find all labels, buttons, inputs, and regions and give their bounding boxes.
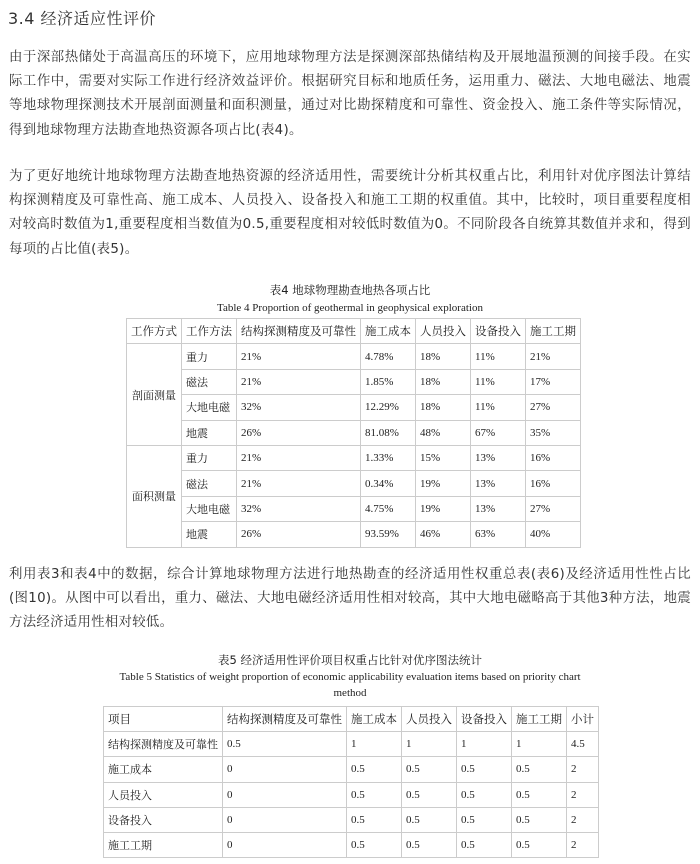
table-row xyxy=(127,420,581,445)
table5-item-cell: 施工成本 xyxy=(104,757,223,782)
table5-value-cell: 0.5 xyxy=(512,807,567,832)
table5-value-cell: 2 xyxy=(567,782,599,807)
table5-value-cell: 0.5 xyxy=(457,807,512,832)
table4-value-cell: 1.85% xyxy=(361,369,416,394)
table4-value-cell: 4.78% xyxy=(361,344,416,369)
table4-value-cell: 26% xyxy=(237,420,361,445)
table4-method-cell: 地震 xyxy=(182,522,237,547)
table4-value-cell: 46% xyxy=(416,522,471,547)
table4-value-cell: 0.34% xyxy=(361,471,416,496)
table4-value-cell: 11% xyxy=(471,344,526,369)
table5-caption-en: Table 5 Statistics of weight proportion of economic applicability evaluation items based on priority chart method xyxy=(119,671,581,699)
table-row xyxy=(104,807,599,832)
table5-value-cell: 0.5 xyxy=(457,832,512,857)
table-row xyxy=(127,395,581,420)
paragraph-2: 为了更好地统计地球物理方法勘查地热资源的经济适用性，需要统计分析其权重占比，利用针对优序图法计算结构探测精度及可靠性高、施工成本、人员投入、设备投入和施工工期的权重值。其中，比较时，项目重要程度相对较高时数值为1,重要程度相当数值为0.5,重要程度相对较低时数值为0。不同阶段各自统算其数值并求和，得到每项的占比值(表5)。 xyxy=(9,169,691,257)
table4-header-cell: 结构探测精度及可靠性 xyxy=(237,319,361,344)
table-row xyxy=(104,757,599,782)
table5 xyxy=(103,706,599,858)
table-row xyxy=(104,782,599,807)
table5-item-cell: 结构探测精度及可靠性 xyxy=(104,732,223,757)
table4-value-cell: 81.08% xyxy=(361,420,416,445)
table4-value-cell: 16% xyxy=(526,445,581,470)
table5-value-cell: 2 xyxy=(567,832,599,857)
table5-caption-cn: 表5 经济适用性评价项目权重占比针对优序图法统计 xyxy=(218,653,482,667)
table4-group-cell: 面积测量 xyxy=(127,445,182,547)
table4-value-cell: 18% xyxy=(416,395,471,420)
table5-value-cell: 0.5 xyxy=(457,782,512,807)
table5-item-cell: 设备投入 xyxy=(104,807,223,832)
table5-value-cell: 0.5 xyxy=(402,832,457,857)
table5-value-cell: 1 xyxy=(347,732,402,757)
table5-header-cell: 结构探测精度及可靠性 xyxy=(223,707,347,732)
table-row xyxy=(104,832,599,857)
table5-value-cell: 1 xyxy=(512,732,567,757)
table4-method-cell: 大地电磁 xyxy=(182,395,237,420)
table5-header-cell: 施工成本 xyxy=(347,707,402,732)
table5-value-cell: 0 xyxy=(223,782,347,807)
table-row xyxy=(104,732,599,757)
table5-value-cell: 4.5 xyxy=(567,732,599,757)
table5-value-cell: 0.5 xyxy=(223,732,347,757)
table4-value-cell: 18% xyxy=(416,369,471,394)
table5-header-cell: 小计 xyxy=(567,707,599,732)
table-row xyxy=(127,471,581,496)
table4-value-cell: 27% xyxy=(526,496,581,521)
table4-header-cell: 设备投入 xyxy=(471,319,526,344)
table4-header-cell: 人员投入 xyxy=(416,319,471,344)
table4-value-cell: 40% xyxy=(526,522,581,547)
table4-value-cell: 48% xyxy=(416,420,471,445)
table5-header-cell: 设备投入 xyxy=(457,707,512,732)
table5-value-cell: 2 xyxy=(567,807,599,832)
paragraph-1: 由于深部热储处于高温高压的环境下，应用地球物理方法是探测深部热储结构及开展地温预测的间接手段。在实际工作中，需要对实际工作进行经济效益评价。根据研究目标和地质任务，运用重力、磁法、大地电磁法、地震等地球物理探测技术开展剖面测量和面积测量，通过对比勘探精度和可靠性、资金投入、施工条件等实际情况，得到地球物理方法勘查地热资源各项占比(表4)。 xyxy=(9,50,691,138)
table5-value-cell: 2 xyxy=(567,757,599,782)
table4-value-cell: 32% xyxy=(237,496,361,521)
table5-value-cell: 1 xyxy=(402,732,457,757)
table5-value-cell: 0.5 xyxy=(512,832,567,857)
table5-value-cell: 0.5 xyxy=(347,782,402,807)
table4-method-cell: 重力 xyxy=(182,344,237,369)
table4-value-cell: 11% xyxy=(471,395,526,420)
table4-value-cell: 12.29% xyxy=(361,395,416,420)
table4-value-cell: 11% xyxy=(471,369,526,394)
table4-value-cell: 17% xyxy=(526,369,581,394)
table5-value-cell: 0.5 xyxy=(347,807,402,832)
table5-value-cell: 0.5 xyxy=(512,757,567,782)
table4-value-cell: 32% xyxy=(237,395,361,420)
table-row xyxy=(127,369,581,394)
paragraph-3: 利用表3和表4中的数据，综合计算地球物理方法进行地热勘查的经济适用性权重总表(表6)及经济适用性性占比(图10)。从图中可以看出，重力、磁法、大地电磁经济适用性相对较高，其中大地电磁略高于其他3种方法，地震方法经济适用性相对较低。 xyxy=(9,567,691,631)
table5-item-cell: 人员投入 xyxy=(104,782,223,807)
table5-header-cell: 施工工期 xyxy=(512,707,567,732)
table4-caption-en: Table 4 Proportion of geothermal in geophysical exploration xyxy=(217,302,483,314)
table4-header-cell: 工作方法 xyxy=(182,319,237,344)
table4-value-cell: 18% xyxy=(416,344,471,369)
table4-value-cell: 13% xyxy=(471,496,526,521)
section-title: 3.4 经济适应性评价 xyxy=(8,9,157,28)
table4-method-cell: 重力 xyxy=(182,445,237,470)
table5-value-cell: 0 xyxy=(223,807,347,832)
table4-value-cell: 26% xyxy=(237,522,361,547)
table4-value-cell: 13% xyxy=(471,471,526,496)
table4-header-row xyxy=(127,319,581,344)
table4-value-cell: 63% xyxy=(471,522,526,547)
table4-caption-cn: 表4 地球物理勘查地热各项占比 xyxy=(269,283,431,297)
table5-value-cell: 0.5 xyxy=(512,782,567,807)
table4-group-cell: 剖面测量 xyxy=(127,344,182,446)
table4-value-cell: 4.75% xyxy=(361,496,416,521)
table4-method-cell: 大地电磁 xyxy=(182,496,237,521)
table4-method-cell: 磁法 xyxy=(182,471,237,496)
table5-header-row xyxy=(104,707,599,732)
table5-value-cell: 0.5 xyxy=(402,807,457,832)
table-row xyxy=(127,522,581,547)
table4-value-cell: 21% xyxy=(237,471,361,496)
table4-value-cell: 35% xyxy=(526,420,581,445)
table5-value-cell: 0.5 xyxy=(347,757,402,782)
table5-value-cell: 1 xyxy=(457,732,512,757)
table5-value-cell: 0.5 xyxy=(457,757,512,782)
table5-item-cell: 施工工期 xyxy=(104,832,223,857)
table-row xyxy=(127,445,581,470)
table4-method-cell: 磁法 xyxy=(182,369,237,394)
table4-header-cell: 施工成本 xyxy=(361,319,416,344)
table-row xyxy=(127,496,581,521)
table4-value-cell: 13% xyxy=(471,445,526,470)
table4-value-cell: 1.33% xyxy=(361,445,416,470)
table4-value-cell: 21% xyxy=(526,344,581,369)
table5-value-cell: 0.5 xyxy=(402,782,457,807)
table4-value-cell: 27% xyxy=(526,395,581,420)
table5-header-cell: 项目 xyxy=(104,707,223,732)
table5-body xyxy=(104,732,599,858)
table-row xyxy=(127,344,581,369)
table5-value-cell: 0 xyxy=(223,832,347,857)
table4-body xyxy=(127,344,581,547)
table5-header-cell: 人员投入 xyxy=(402,707,457,732)
table5-value-cell: 0.5 xyxy=(402,757,457,782)
table4-value-cell: 67% xyxy=(471,420,526,445)
table4-value-cell: 15% xyxy=(416,445,471,470)
table4-value-cell: 19% xyxy=(416,496,471,521)
table4-value-cell: 16% xyxy=(526,471,581,496)
table5-value-cell: 0 xyxy=(223,757,347,782)
table4-value-cell: 93.59% xyxy=(361,522,416,547)
table5-value-cell: 0.5 xyxy=(347,832,402,857)
table4-header-cell: 工作方式 xyxy=(127,319,182,344)
table4-value-cell: 21% xyxy=(237,344,361,369)
table4-method-cell: 地震 xyxy=(182,420,237,445)
table4-value-cell: 21% xyxy=(237,369,361,394)
table4-value-cell: 21% xyxy=(237,445,361,470)
table4-header-cell: 施工工期 xyxy=(526,319,581,344)
table4-value-cell: 19% xyxy=(416,471,471,496)
table4 xyxy=(126,318,581,548)
